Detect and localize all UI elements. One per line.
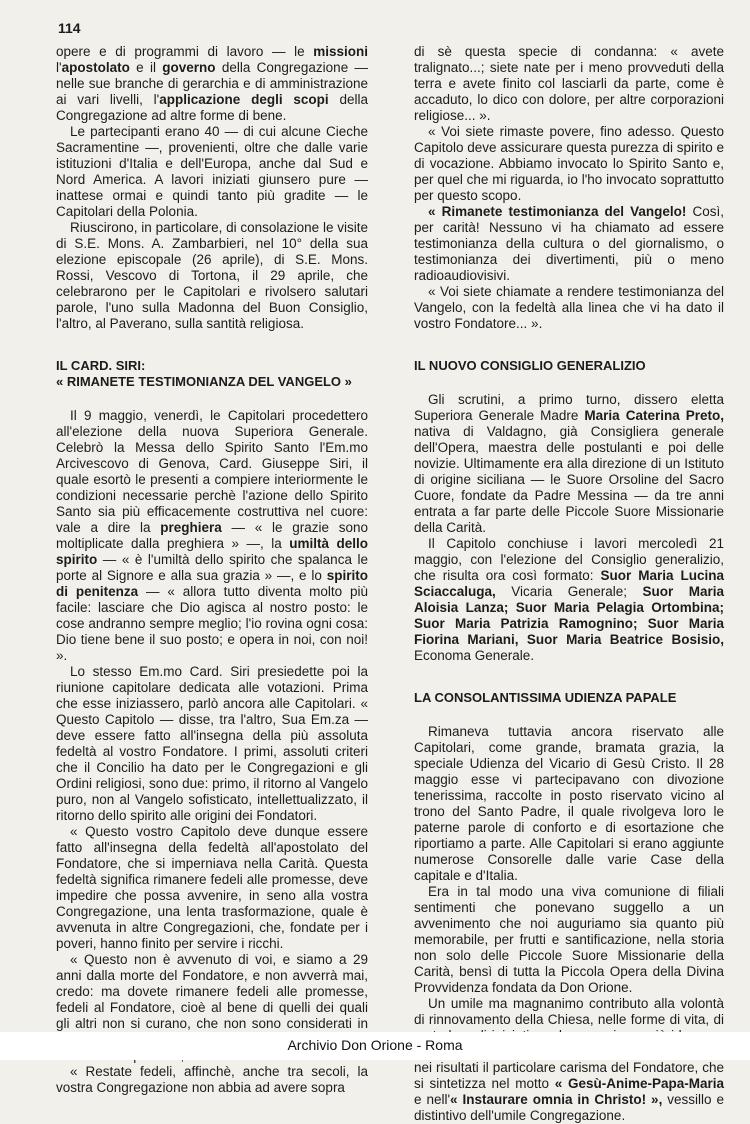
paragraph: Riuscirono, in particolare, di consolazione le visite di S.E. Mons. A. Zambarbieri, nel 10° della sua elezione episcopale (26 aprile), di S.E. Mons. Rossi, Vescovo di Tortona, il 29 aprile, che celebrarono per le Capitolari e rivolsero salutari parole, l'uno sulla Madonna del Buon Consiglio, l'altro, al Paverano, sulla santità religiosa. — [56, 220, 368, 331]
paragraph: « Voi siete chiamate a rendere testimonianza del Vangelo, con la fedeltà alla linea che vi ha dato il vostro Fondatore... ». — [414, 284, 724, 331]
paragraph: « Voi siete rimaste povere, fino adesso. Questo Capitolo deve assicurare questa purezza di spirito e di vocazione. Abbiamo invocato lo Spirito Santo e, per quel che mi riguarda, io l'ho invocato soprattutto per questo scopo. — [414, 124, 724, 203]
paragraph: Un umile ma magnanimo contributo alla volontà di rinnovamento della Chiesa, nelle forme di vita, di nei risultati il particolare carisma del Fondatore, che si sintetizza nel motto « Gesù-Anime-Papa-Maria e nell'« Instaurare omnia in Christo! », vessillo e distintivo dell'umile Congregazione. — [414, 996, 724, 1123]
paragraph: Il 9 maggio, venerdì, le Capitolari procedettero all'elezione della nuova Superiora Generale. Celebrò la Messa dello Spirito Santo l'Em.mo Arcivescovo di Genova, Card. Giuseppe Siri, il quale esortò le presenti a compiere interiormente le condizioni necessarie perchè l'azione dello Spirito Santo sia più efficacemente costruttiva nel cuore: vale a dire la preghiera — « le grazie sono moltiplicate dalla preghiera » —, la umiltà dello spirito — « è l'umiltà dello spirito che spalanca le porte al Signore e alla sua grazia » —, e lo spirito di penitenza — « allora tutto diventa molto più facile: lasciare che Dio agisca al nostro posto: le cose andranno sempre meglio; l'io rovina ogni cosa: Dio tiene bene il suo posto; e opera in noi, con noi! ». — [56, 408, 369, 663]
paragraph: Il Capitolo conchiuse i lavori mercoledì 21 maggio, con l'elezione del Consiglio generalizio, che risulta ora così formato: Suor Maria Lucina Sciaccaluga, Vicaria Generale; Suor Maria Aloisia Lanza; Suor Maria Pelagia Ortombina; Suor Maria Patrizia Ramognino; Suor Maria Fiorina Mariani, Suor Maria Beatrice Bosisio, Economa Generale. — [414, 536, 724, 663]
paragraph: opere e di programmi di lavoro — le missioni l'apostolato e il governo della Congregazione — nelle sue branche di gerarchia e di amministrazione ai vari livelli, l'applicazione degli scopi della Congregazione ad altre forme di bene. — [56, 44, 368, 123]
left-column — [56, 44, 368, 1096]
archive-footer: Archivio Don Orione - Roma — [0, 1032, 750, 1060]
section-title: « RIMANETE TESTIMONIANZA DEL VANGELO » — [56, 374, 352, 389]
page-number: 114 — [58, 20, 81, 36]
paragraph: Era in tal modo una viva comunione di filiali sentimenti che ponevano suggello a un avvenimento che noi auguriamo sia quanto più memorabile, per frutti e santificazione, nella storia non solo delle Piccole Suore Missionarie della Carità, bensì di tutta la Piccola Opera della Divina Provvidenza fondata da Don Orione. — [414, 884, 724, 995]
paragraph: « Questo vostro Capitolo deve dunque essere fatto all'insegna della fedeltà all'apostolato del Fondatore, che si imperniava nella Carità. Questa fedeltà significa rimanere fedeli alle promesse, deve impedire che possa avvenire, in seno alla vostra Congregazione, una lenta trasformazione, quale è avvenuta in altre Congregazioni, che, fondate per i poveri, hanno finito per servire i ricchi. — [56, 824, 368, 951]
right-column — [414, 44, 724, 1124]
section-title: IL CARD. SIRI: — [56, 358, 146, 373]
section-title: LA CONSOLANTISSIMA UDIENZA PAPALE — [414, 690, 677, 705]
paragraph: « Restate fedeli, affinchè, anche tra secoli, la vostra Congregazione non abbia ad avere sopra — [56, 1064, 368, 1095]
paragraph: « Rimanete testimonianza del Vangelo! Così, per carità! Nessuno vi ha chiamato ad essere testimonianza della cultura o del giornalismo, o testimonianza dei divertimenti, più o meno radioaudiovisivi. — [414, 204, 724, 283]
paragraph: Rimaneva tuttavia ancora riservato alle Capitolari, come grande, bramata grazia, la speciale Udienza del Vicario di Gesù Cristo. Il 28 maggio esse vi partecipavano con divozione tenerissima, raccolte in posto riservato vicino al trono del Santo Padre, il quale rivolgeva loro le paterne parole di conforto e di esortazione che riportiamo a parte. Alle Capitolari si erano aggiunte numerose Consorelle dalle varie Case della capitale e d'Italia. — [414, 724, 724, 883]
paragraph: Gli scrutini, a primo turno, dissero eletta Superiora Generale Madre Maria Caterina Preto, nativa di Valdagno, già Consigliera generale dell'Opera, maestra delle postulanti e poi delle novizie. Ultimamente era alla direzione di un Istituto di origine siciliana — le Suore Orsoline del Sacro Cuore, fondate da Padre Messina — da tre anni entrata a far parte delle Piccole Suore Missionarie della Carità. — [414, 392, 724, 535]
paragraph: Le partecipanti erano 40 — di cui alcune Cieche Sacramentine —, provenienti, oltre che dalle varie istituzioni d'Italia e dell'Europa, anche dal Sud e Nord America. A lavori iniziati giunsero pure — inattese ormai e quindi tanto più gradite — le Capitolari della Polonia. — [56, 124, 368, 219]
paragraph: Lo stesso Em.mo Card. Siri presiedette poi la riunione capitolare dedicata alle votazioni. Prima che esse iniziassero, parlò ancora alle Capitolari. « Questo Capitolo — disse, tra l'altro, Sua Em.za — deve essere fatto all'insegna della più assoluta fedeltà al vostro Fondatore. I primi, assoluti criteri che il Concilio ha dato per le Congregazioni e gli Ordini religiosi, sono due: primo, il ritorno al Vangelo puro, non al Vangelo sofisticato, intellettualizzato, il ritorno dello spirito alle origini dei Fondatori. — [56, 664, 368, 823]
paragraph: « Questo non è avvenuto di voi, e siamo a 29 anni dalla morte del Fondatore, e non avverrà mai, credo: ma dovete rimanere fedeli alle promesse, fedeli al Fondatore, cioè al bene di quelli dei quali gli altri non si curano, che non sono considerati in — [56, 952, 368, 1031]
paragraph: di sè questa specie di condanna: « avete tralignato...; siete nate per i meno provveduti della terra e avete finito col lasciarli da parte, come è accaduto, lo dico con dolore, per altre corporazioni religiose... ». — [414, 44, 724, 123]
section-title: IL NUOVO CONSIGLIO GENERALIZIO — [414, 358, 646, 373]
